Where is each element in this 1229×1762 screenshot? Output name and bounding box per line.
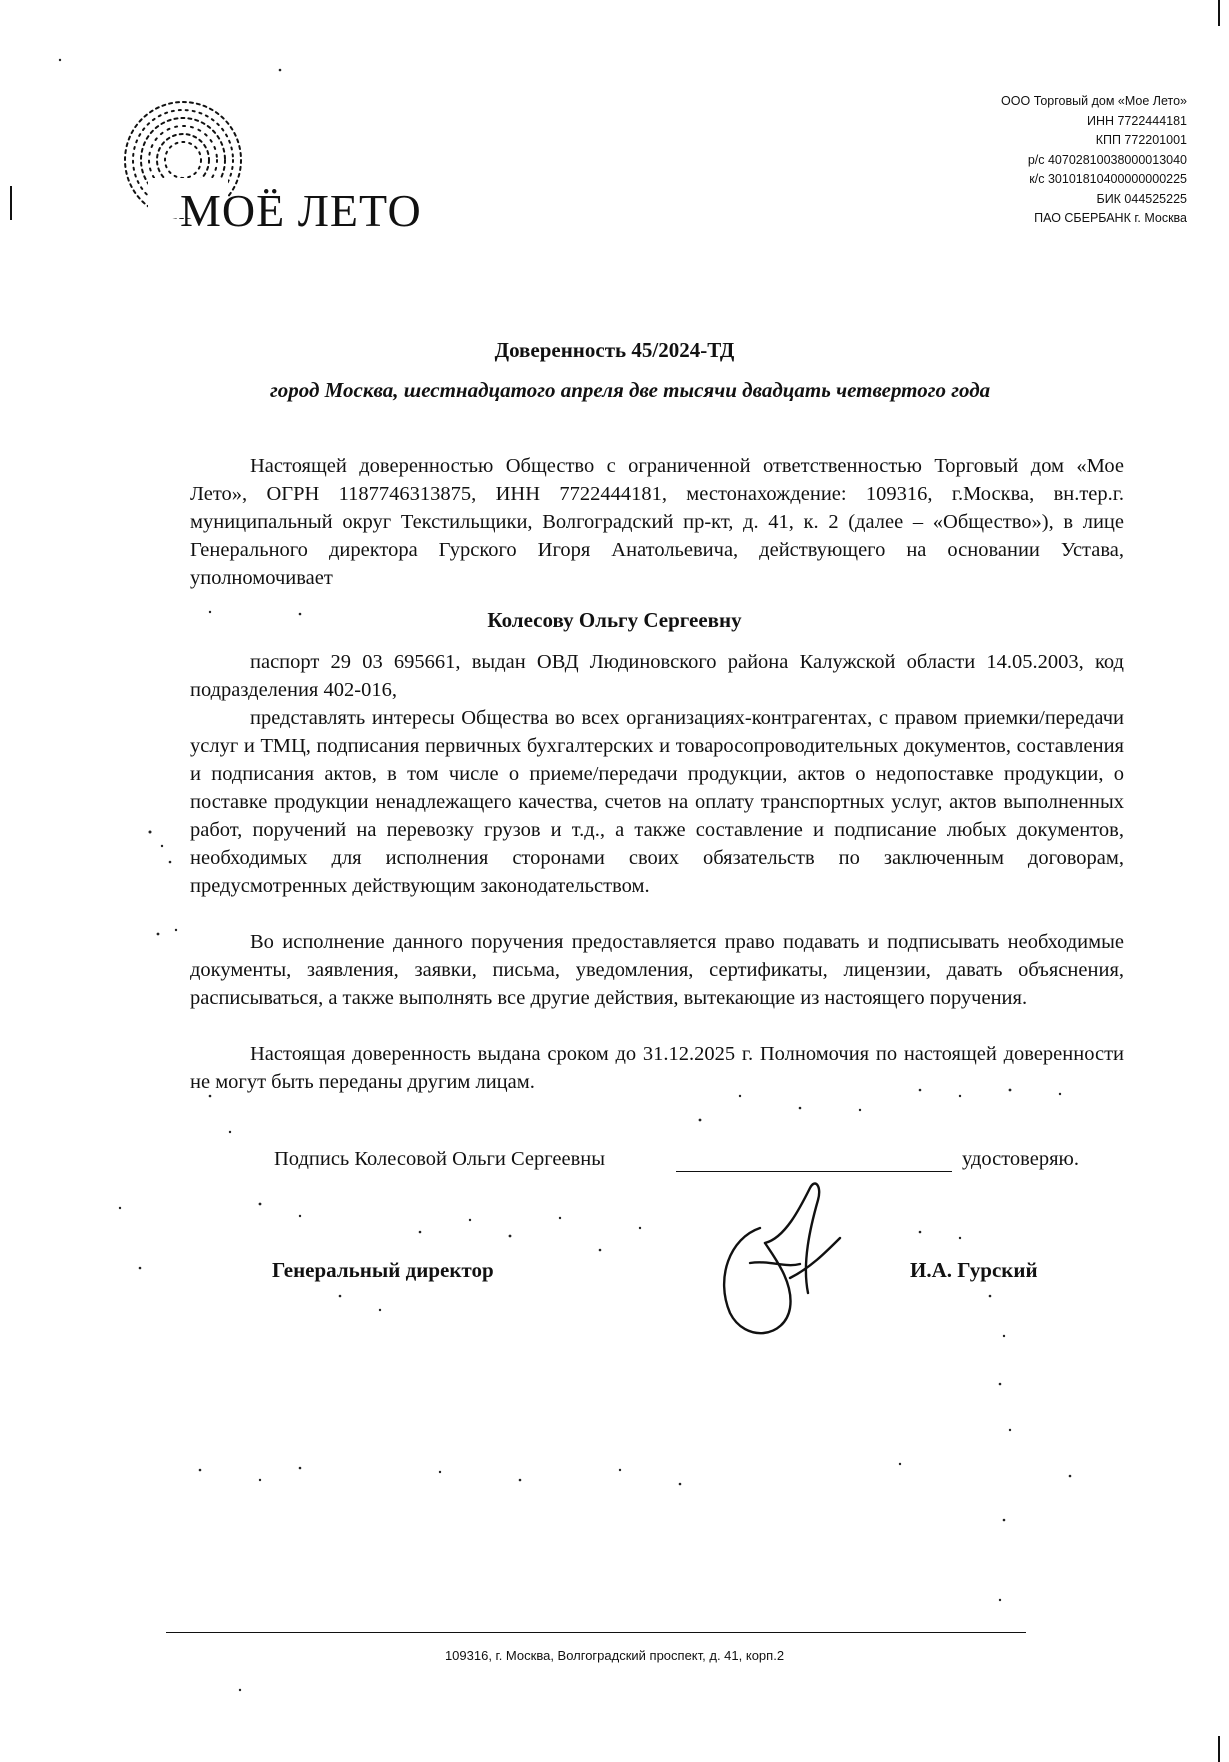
requisite-kpp: КПП 772201001 [1095, 133, 1187, 147]
certify-text: удостоверяю. [962, 1148, 1079, 1170]
footer-address: 109316, г. Москва, Волгоградский проспект, д. 41, корп.2 [444, 1648, 785, 1663]
paragraph-text: Настоящая доверенность выдана сроком до 31.12.2025 г. Полномочия по настоящей доверенности не могут быть переданы другим лицам. [190, 1043, 1124, 1093]
specimen-signature-label: Подпись Колесовой Ольги Сергеевны [274, 1148, 606, 1170]
company-logo [108, 92, 428, 242]
scan-edge-mark [1218, 0, 1220, 26]
company-requisites [1001, 92, 1187, 229]
logo-wordmark: МОЁ ЛЕТО [180, 185, 422, 236]
requisite-bik: БИК 044525225 [1096, 191, 1187, 206]
scan-edge-mark [1218, 1736, 1220, 1762]
paragraph-validity [190, 1040, 1124, 1096]
footer-rule [166, 1632, 1026, 1633]
paragraph-text: Во исполнение данного поручения предоставляется право подавать и подписывать необходимые документы, заявления, заявки, письма, уведомления, сертификаты, лицензии, давать объяснения, расписываться, а также выполнять все другие действия, вытекающие из настоящего поручения. [190, 931, 1124, 1009]
document-title: Доверенность 45/2024-ТД [494, 338, 735, 362]
paragraph-rights [190, 928, 1124, 1012]
paragraph-authorization [190, 452, 1124, 592]
paragraph-text: представлять интересы Общества во всех организациях-контрагентах, с правом приемки/передачи услуг и ТМЦ, подписания первичных бухгалтерских и товаросопроводительных документов, составления и подписания актов, в том числе о приеме/передачи продукции, актов о недопоставке продукции, о поставке продукции ненадлежащего качества, счетов на оплату транспортных услуг, актов выполненных работ, поручений на перевозку грузов и т.д., а также составление и подписание любых документов, необходимых для исполнения сторонами своих обязательств по заключенным договорам, предусмотренных действующим законодательством. [190, 707, 1124, 897]
paragraph-text: Настоящей доверенностью Общество с ограниченной ответственностью Торговый дом «Мое Лето», ОГРН 1187746313875, ИНН 7722444181, местонахождение: 109316, г.Москва, вн.тер.г. муниципальный округ Текстильщики, Волгоградский пр-кт, д. 41, к. 2 (далее – «Общество»), в лице Генерального директора Гурского Игоря Анатольевича, действующего на основании Устава, уполномочивает [190, 455, 1124, 589]
requisite-company: ООО Торговый дом «Мое Лето» [1001, 94, 1187, 108]
paragraph-passport [190, 648, 1124, 704]
handwritten-signature-icon [690, 1168, 900, 1348]
paragraph-text: паспорт 29 03 695661, выдан ОВД Людиновского района Калужской области 14.05.2003, код подразделения 402-016, [190, 651, 1124, 701]
requisite-corr-account: к/с 30101810400000000225 [1029, 172, 1187, 186]
paragraph-powers [190, 704, 1124, 900]
authorized-person-name: Колесову Ольгу Сергеевну [487, 608, 742, 632]
requisite-account: р/с 40702810038000013040 [1027, 152, 1187, 167]
director-name: И.А. Гурский [910, 1258, 1038, 1282]
scan-edge-mark [10, 186, 12, 220]
requisite-inn: ИНН 7722444181 [1086, 113, 1187, 128]
document-place-date: город Москва, шестнадцатого апреля две тысячи двадцать четвертого года [270, 378, 991, 402]
director-title: Генеральный директор [272, 1258, 494, 1282]
requisite-bank: ПАО СБЕРБАНК г. Москва [1034, 211, 1187, 225]
